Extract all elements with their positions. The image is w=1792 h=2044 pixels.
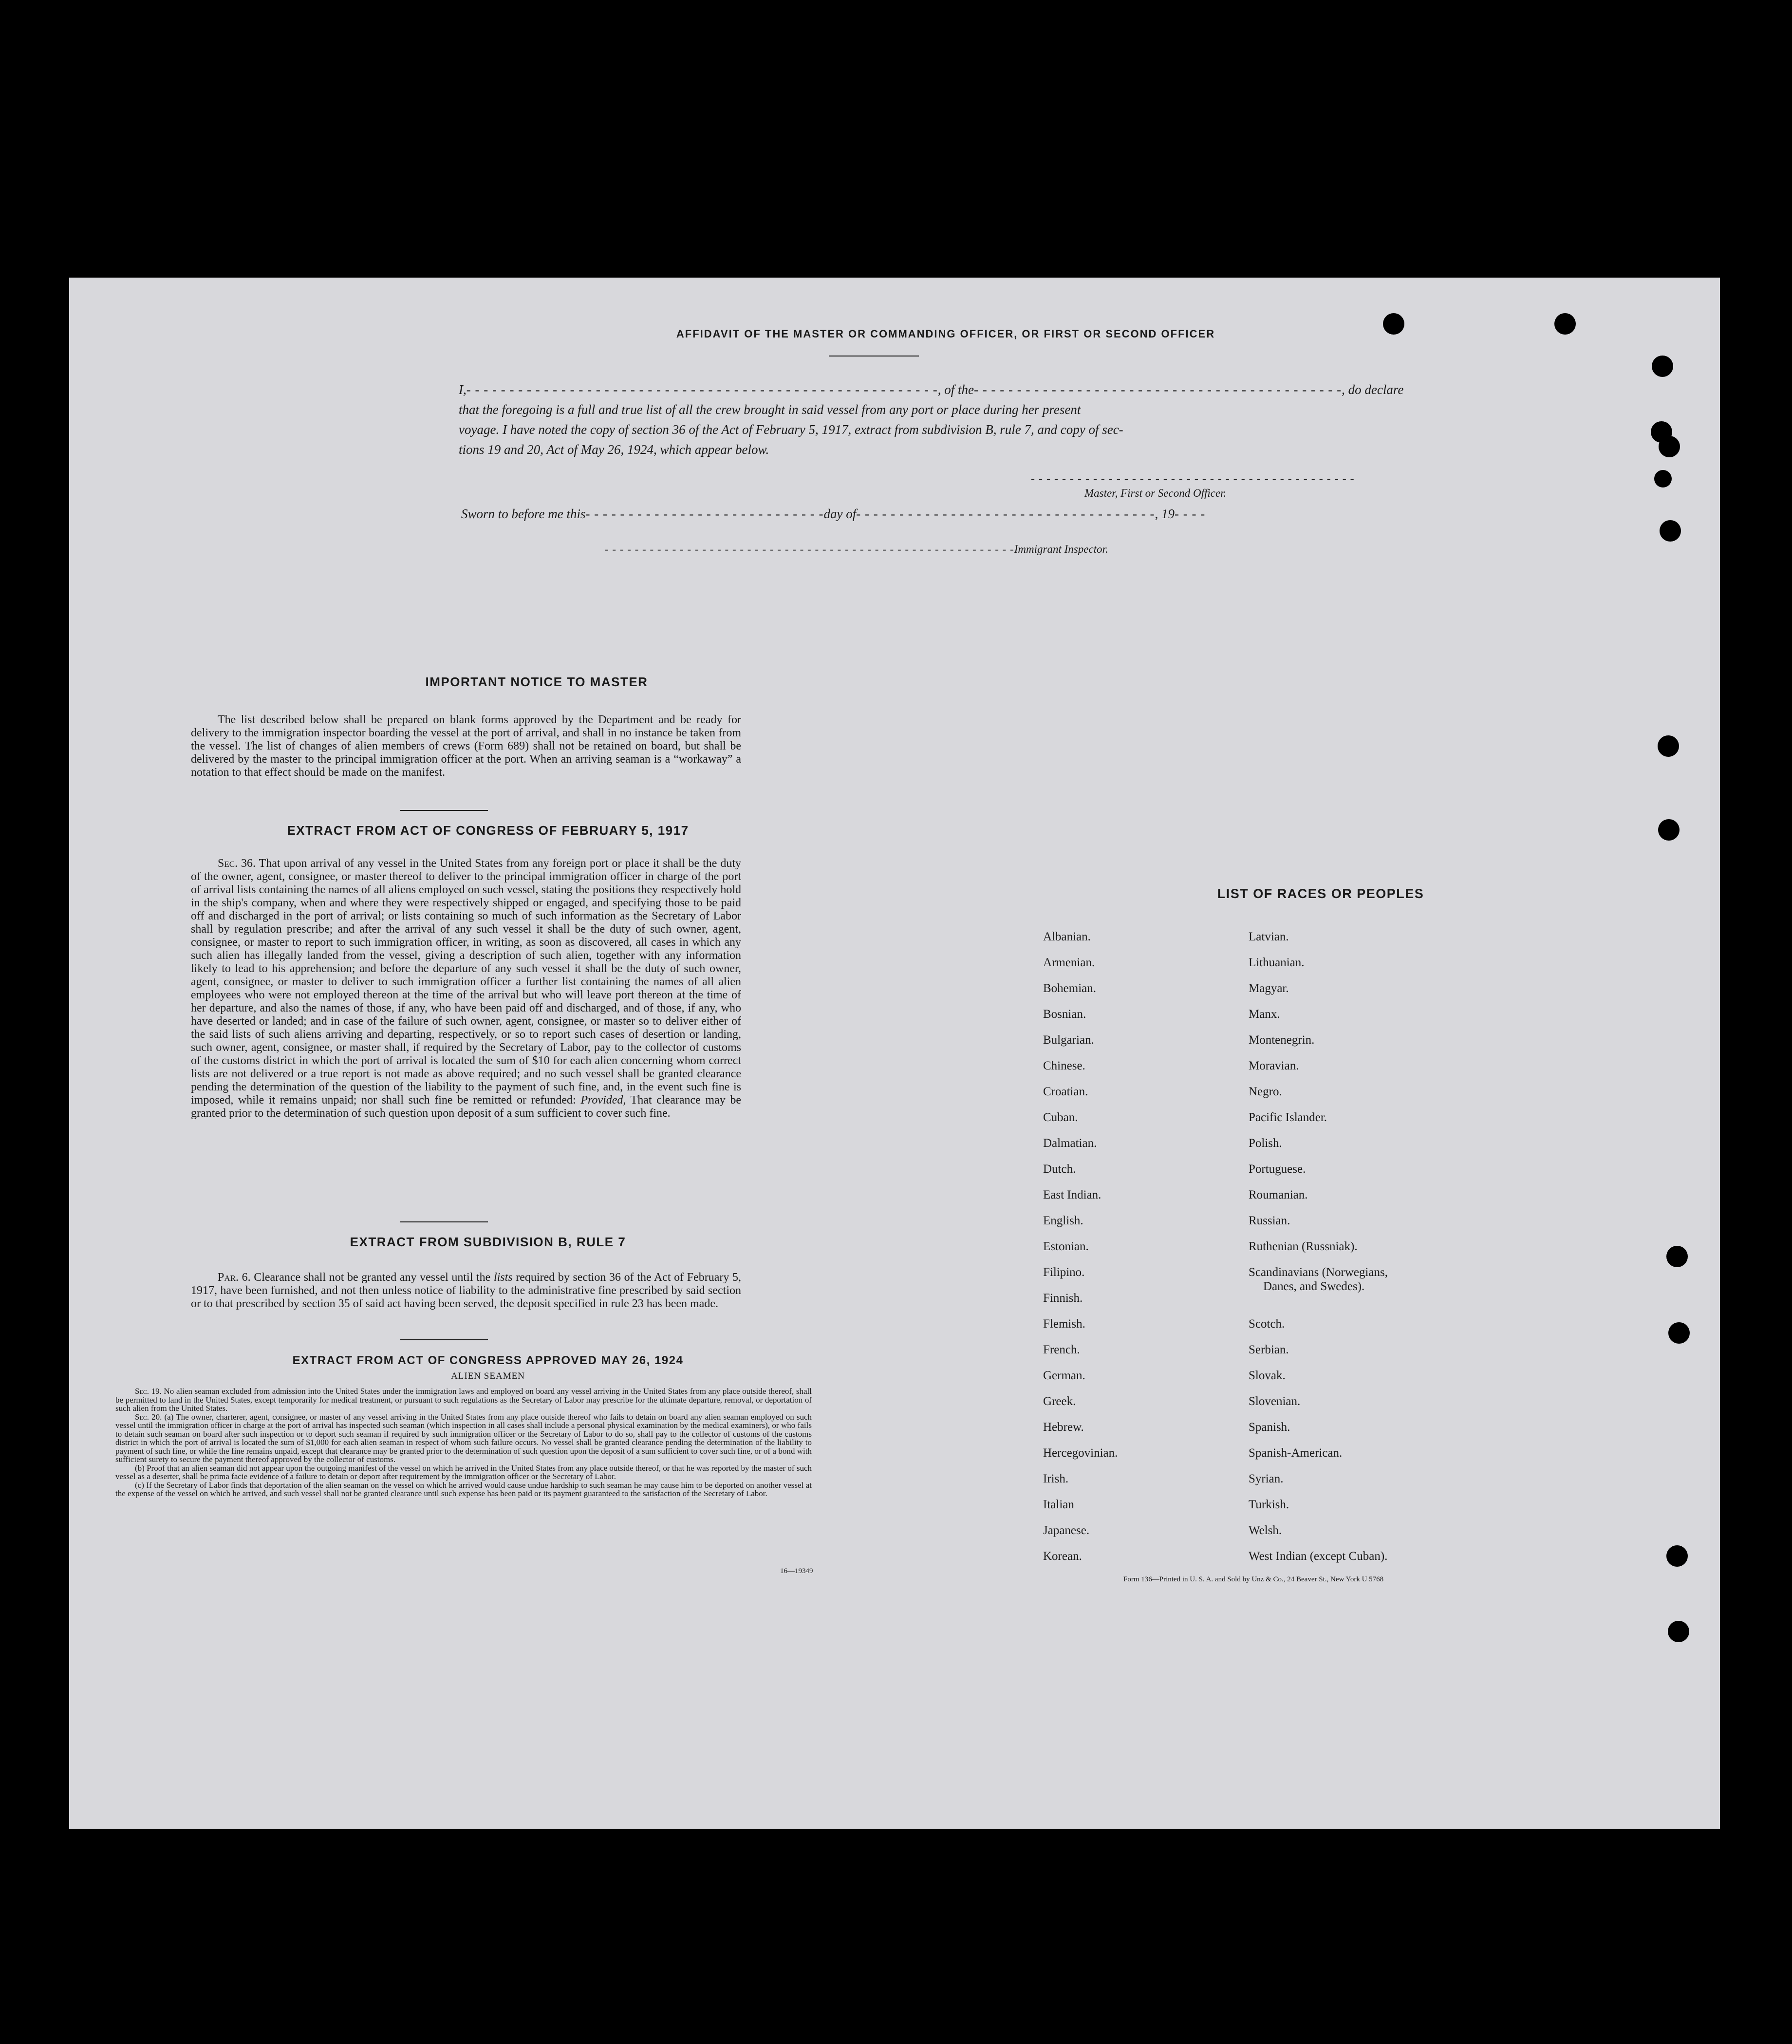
extract-1917-title: EXTRACT FROM ACT OF CONGRESS OF FEBRUARY 5, 1917 xyxy=(287,823,689,838)
section-divider xyxy=(400,810,488,811)
race-item: East Indian. xyxy=(1043,1188,1101,1201)
race-item: Syrian. xyxy=(1249,1472,1284,1485)
race-item: Latvian. xyxy=(1249,930,1289,943)
form-printer-note: Form 136—Printed in U. S. A. and Sold by Unz & Co., 24 Beaver St., New York U 5768 xyxy=(1123,1575,1384,1583)
section-divider xyxy=(400,1339,488,1340)
sec-20c-paragraph: (c) If the Secretary of Labor finds that deportation of the alien seaman on the vessel on which he arrived would cause undue hardship to such seaman he may cause him to be deported on another vessel at the expense of the vessel on which he arrived, and such vessel shall not be granted clearance until such expense has been paid or its payment guaranteed to the satisfaction of the Secretary of Labor. xyxy=(115,1480,812,1498)
race-item: Turkish. xyxy=(1249,1498,1289,1511)
punch-hole xyxy=(1668,1322,1690,1344)
punch-hole xyxy=(1666,1246,1688,1267)
race-item: Slovenian. xyxy=(1249,1395,1301,1408)
master-signature-line: - - - - - - - - - - - - - - - - - - - - - - - - - - - - - - - - - - - - - - - - - - xyxy=(1031,472,1355,485)
race-item: English. xyxy=(1043,1214,1083,1227)
punch-hole xyxy=(1666,1545,1688,1567)
race-item: Cuban. xyxy=(1043,1111,1078,1124)
races-title: LIST OF RACES OR PEOPLES xyxy=(1217,886,1424,901)
race-item: Bohemian. xyxy=(1043,982,1097,995)
race-item: Moravian. xyxy=(1249,1059,1299,1072)
sec-19-paragraph xyxy=(115,1387,812,1413)
affidavit-declaration xyxy=(459,380,1403,460)
race-item: Magyar. xyxy=(1249,982,1289,995)
race-item: Negro. xyxy=(1249,1085,1282,1098)
rule-7-title: EXTRACT FROM SUBDIVISION B, RULE 7 xyxy=(350,1235,626,1249)
lists-word: lists xyxy=(493,1271,513,1284)
notice-title: IMPORTANT NOTICE TO MASTER xyxy=(425,675,648,689)
race-item: Hercegovinian. xyxy=(1043,1446,1118,1460)
declaration-end: , do declare xyxy=(1342,382,1403,397)
inspector-line: - - - - - - - - - - - - - - - - - - - - - - - - - - - - - - - - - - - - - - - - - - - - - - - - - - - - - - -Immigrant Inspector. xyxy=(605,543,1108,555)
race-item: Croatian. xyxy=(1043,1085,1088,1098)
race-item: Chinese. xyxy=(1043,1059,1085,1072)
sworn-line: Sworn to before me this- - - - - - - - - - - - - - - - - - - - - - - - - - - -day of- - - - - - - - - - - - - - - - - - - - - - - - - - - - - - - - - - -, 19- - - - xyxy=(461,506,1206,521)
race-item: Filipino. xyxy=(1043,1266,1085,1279)
race-item: Dalmatian. xyxy=(1043,1137,1097,1150)
provided-word: Provided, xyxy=(580,1094,626,1106)
race-item: Polish. xyxy=(1249,1137,1282,1150)
punch-hole xyxy=(1658,735,1679,757)
sec-19-label: Sec. 19. xyxy=(135,1387,162,1396)
race-item: Bulgarian. xyxy=(1043,1033,1094,1047)
inspector-label: Immigrant Inspector. xyxy=(1014,543,1108,555)
race-item: Estonian. xyxy=(1043,1240,1089,1253)
master-label: Master, First or Second Officer. xyxy=(1084,487,1227,499)
punch-hole xyxy=(1658,819,1680,841)
sworn-prefix: Sworn to before me this xyxy=(461,506,586,521)
race-item: Serbian. xyxy=(1249,1343,1289,1356)
sec-20-label: Sec. 20. xyxy=(135,1412,162,1422)
race-item: Russian. xyxy=(1249,1214,1290,1227)
punch-hole xyxy=(1652,356,1673,377)
punch-hole xyxy=(1660,520,1681,542)
race-item: Albanian. xyxy=(1043,930,1091,943)
race-item: Scotch. xyxy=(1249,1317,1285,1331)
race-item: Japanese. xyxy=(1043,1524,1090,1537)
race-item: Bosnian. xyxy=(1043,1008,1086,1021)
section-divider xyxy=(400,1221,488,1222)
sworn-day: day of xyxy=(823,506,857,521)
extract-1924-title: EXTRACT FROM ACT OF CONGRESS APPROVED MAY 26, 1924 xyxy=(292,1354,684,1367)
race-item: Welsh. xyxy=(1249,1524,1282,1537)
rule-7-text xyxy=(191,1271,741,1311)
race-item: German. xyxy=(1043,1369,1085,1382)
race-item: Flemish. xyxy=(1043,1317,1085,1331)
rule-7-body-b: required by section 36 of the Act of February 5, 1917, have been furnished, and not then unless notice of liability to the administrative fine prescribed by said section or to that prescribed by section 35 of said act having been served, the deposit specified in rule 23 has been made. xyxy=(191,1271,742,1310)
race-item: Irish. xyxy=(1043,1472,1069,1485)
declaration-line-2: that the foregoing is a full and true list of all the crew brought in said vessel from any port or place during her present xyxy=(459,402,1081,417)
affidavit-title: AFFIDAVIT OF THE MASTER OR COMMANDING OFFICER, OR FIRST OR SECOND OFFICER xyxy=(676,328,1215,340)
punch-hole xyxy=(1659,436,1680,457)
race-item: Danes, and Swedes). xyxy=(1263,1280,1365,1293)
race-item: Finnish. xyxy=(1043,1292,1083,1305)
extract-1917-text xyxy=(191,857,741,1120)
punch-hole xyxy=(1554,313,1576,335)
sec-36-body: That upon arrival of any vessel in the United States from any foreign port or place it shall be the duty of the owner, agent, consignee, or master thereof to deliver to the principal immigration officer in charge of the port of arrival lists containing the names of all aliens employed on such vessel, stating the positions they respectively hold in the ship's company, when and where they were respectively shipped or engaged, and specifying those to be paid off and discharged in the port of arrival; or lists containing so much of such information as the Secretary of Labor shall by regulation prescribe; and after the arrival of any such vessel it shall be the duty of such owner, agent, consignee, or master to report to such immigration officer, in writing, as soon as discovered, all cases in which any such alien has illegally landed from the vessel, giving a description of such alien, together with any information likely to lead to his apprehension; and before the departure of any such vessel it shall be the duty of such owner, agent, consignee, or master to deliver to such immigration officer a further list containing the names of all alien employees who were not employed thereon at the time of the arrival but who will leave port thereon at the time of her departure, and also the names of those, if any, who have been paid off and discharged, and of those, if any, who have deserted or landed; and in case of the failure of such owner, agent, consignee, or master so to deliver either of the said lists of such aliens arriving and departing, respectively, or so to report such cases of desertion or landing, such owner, agent, consignee, or master shall, if required by the Secretary of Labor, pay to the collector of customs of the customs district in which the port of arrival is located the sum of $10 for each alien concerning whom correct lists are not delivered or a true report is not made as above required; and no such vessel shall be granted clearance pending the determination of the question of the liability to the payment of such fine, and, in the event such fine is imposed, while it remains unpaid; nor shall such fine be remitted or refunded: xyxy=(191,857,741,1106)
sec-20a-paragraph xyxy=(115,1413,812,1464)
race-item: Portuguese. xyxy=(1249,1163,1306,1176)
race-item: Manx. xyxy=(1249,1008,1280,1021)
notice-text: The list described below shall be prepared on blank forms approved by the Department and be ready for delivery to the immigration inspector boarding the vessel at the port of arrival, and shall in no instance be taken from the vessel. The list of changes of alien members of crews (Form 689) shall not be retained on board, but shall be delivered by the master to the principal immigration officer at the port. When an arriving seaman is a “workaway” a notation to that effect should be made on the manifest. xyxy=(191,713,741,779)
declaration-i: I, xyxy=(459,382,467,397)
race-item: Roumanian. xyxy=(1249,1188,1308,1201)
race-item: Montenegrin. xyxy=(1249,1033,1315,1047)
declaration-line-3: voyage. I have noted the copy of section 36 of the Act of February 5, 1917, extract from subdivision B, rule 7, and copy of sec- xyxy=(459,422,1123,437)
par-6-label: Par. 6. xyxy=(218,1271,251,1284)
race-item: Spanish. xyxy=(1249,1421,1290,1434)
sec-36-label: Sec. 36. xyxy=(218,857,256,870)
race-item: Slovak. xyxy=(1249,1369,1286,1382)
race-item: Italian xyxy=(1043,1498,1074,1511)
declaration-of: , of the xyxy=(937,382,974,397)
document-page xyxy=(69,278,1720,1829)
punch-hole xyxy=(1668,1621,1689,1642)
race-item: French. xyxy=(1043,1343,1080,1356)
sec-19-body: No alien seaman excluded from admission into the United States under the immigration laws and employed on board any vessel arriving in the United States from any place outside thereof, shall be permitted to land in the United States, except temporarily for medical treatment, or pursuant to such regulations as the Secretary of Labor may prescribe for the ultimate departure, removal, or deportation of such alien from the United States. xyxy=(115,1387,812,1413)
sec-20b-paragraph: (b) Proof that an alien seaman did not appear upon the outgoing manifest of the vessel on which he arrived in the United States from any place outside thereof, or that he was reported by the master of such vessel as a deserter, shall be prima facie evidence of a failure to detain or deport after requirement by the immigration officer or the Secretary of Labor. xyxy=(115,1463,812,1481)
race-item: Pacific Islander. xyxy=(1249,1111,1327,1124)
extract-1924-subtitle: ALIEN SEAMEN xyxy=(451,1371,525,1381)
declaration-line-4: tions 19 and 20, Act of May 26, 1924, which appear below. xyxy=(459,442,769,457)
sec-20a-body: (a) The owner, charterer, agent, consignee, or master of any vessel arriving in the United States from any place outside thereof who fails to detain on board any alien seaman employed on such vessel until the immigration officer in charge at the port of arrival has inspected such seaman (which inspection in all cases shall include a personal physical examination by the medical examiners), or who fails to detain such seaman on board after such inspection or to deport such seaman if required by such immigration officer or the Secretary of Labor to do so, shall pay to the collector of customs of the customs district in which the port of arrival is located the sum of $1,000 for each alien seaman in respect of whom such failure occurs. No vessel shall be granted clearance pending the determination of the liability to payment of such fine, or while the fine remains unpaid, except that clearance may be granted prior to the determination of such question upon the deposit of a sum sufficient to cover such fine, or of a bond with sufficient surety to secure the payment thereof approved by the collector of customs. xyxy=(115,1412,812,1464)
race-item: Greek. xyxy=(1043,1395,1076,1408)
race-item: Spanish-American. xyxy=(1249,1446,1343,1460)
punch-hole xyxy=(1383,313,1404,335)
race-item: West Indian (except Cuban). xyxy=(1249,1550,1388,1563)
race-item: Dutch. xyxy=(1043,1163,1076,1176)
race-item: Korean. xyxy=(1043,1550,1082,1563)
sworn-year: , 19 xyxy=(1155,506,1175,521)
race-item: Hebrew. xyxy=(1043,1421,1084,1434)
rule-7-body-a: Clearance shall not be granted any vessel until the xyxy=(254,1271,491,1284)
race-item: Armenian. xyxy=(1043,956,1095,969)
extract-1924-text xyxy=(115,1387,812,1498)
race-item: Scandinavians (Norwegians, xyxy=(1249,1266,1388,1279)
form-code: 16—19349 xyxy=(780,1567,813,1575)
declaration-line-1: I,- - - - - - - - - - - - - - - - - - - - - - - - - - - - - - - - - - - - - - - - - - - - - - - - - - - - - - -, of the- - - - - - - - - - - - - - - - - - - - - - - - - - - - - - - - - - - - - - - - - - -, do declare xyxy=(459,382,1403,397)
punch-hole xyxy=(1654,470,1672,488)
race-item: Lithuanian. xyxy=(1249,956,1305,969)
sec-36-end: That clearance may be granted prior to the determination of such question upon deposit of a sum sufficient to cover such fine. xyxy=(191,1094,742,1120)
race-item: Ruthenian (Russniak). xyxy=(1249,1240,1358,1253)
